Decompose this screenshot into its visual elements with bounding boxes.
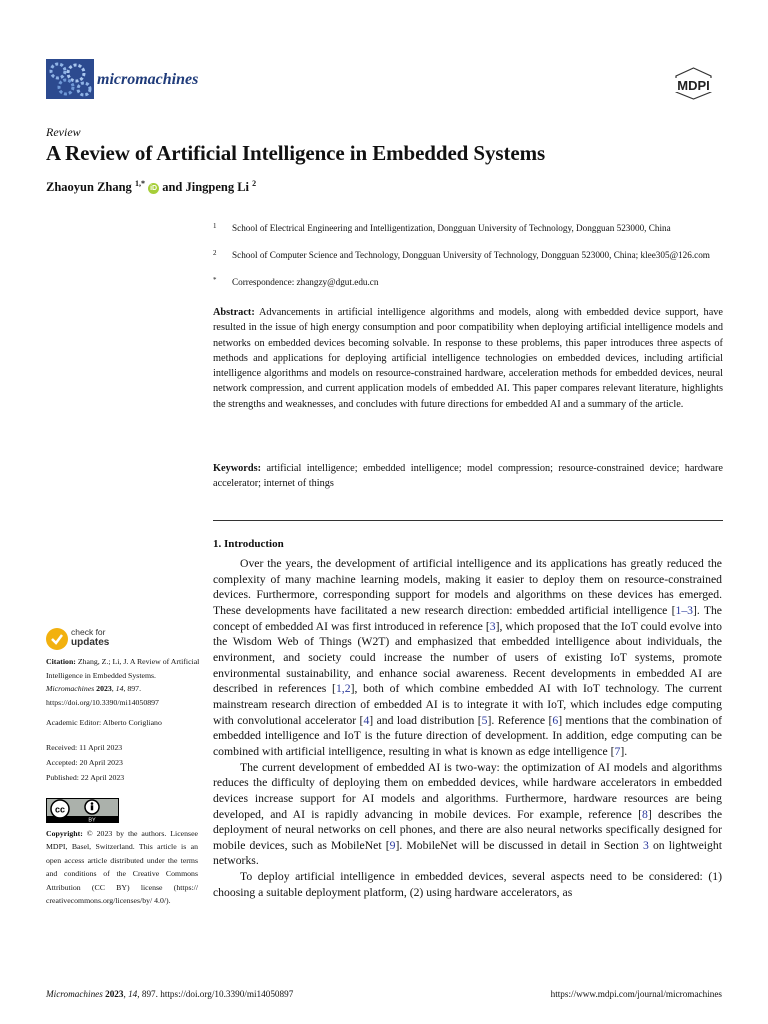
keywords xyxy=(213,461,723,492)
orcid-icon[interactable]: iD xyxy=(150,185,158,193)
section-title: 1. Introduction xyxy=(213,538,284,550)
author-affiliation-mark: 1,* xyxy=(134,179,145,188)
section-link[interactable]: 3 xyxy=(643,838,649,852)
paragraph: To deploy artificial intelligence in embedded devices, several aspects need to be considered: (1) choosing a suitable deployment platform, (2) using hardware accelerators, as xyxy=(213,870,722,899)
abstract-text: Advancements in artificial intelligence algorithms and models, along with embedded device support, have resulted in the issue of high energy consumption and poor compatibility when deploying artificial intelligence models and networks on embedded devices becoming solvable. In response to these problems, this paper introduces three aspects of methods and applications for deploying artificial intelligence technologies on embedded devices, including artificial intelligence algorithms and models on resource-constrained hardware, acceleration methods for embedded devices, neural network compression, and current application models of embedded AI. This paper compares relevant literature, highlights the strengths and weaknesses, and concludes with future directions for embedded AI and a summary of the article. xyxy=(213,307,723,410)
cc-by-license-icon[interactable] xyxy=(46,798,119,823)
received-date: Received: 11 April 2023 xyxy=(46,743,123,752)
keywords-label: Keywords: xyxy=(213,463,262,474)
citation-link[interactable]: 9 xyxy=(389,838,396,852)
footer-citation: Micromachines 2023, 14, 897. https://doi.org/10.3390/mi14050897 xyxy=(46,989,294,999)
accepted-date: Accepted: 20 April 2023 xyxy=(46,758,123,767)
citation-link[interactable]: 1,2 xyxy=(335,682,351,696)
author-name[interactable]: Zhaoyun Zhang xyxy=(46,180,132,195)
citation-link[interactable]: 8 xyxy=(642,807,648,821)
author-name[interactable]: and Jingpeng Li xyxy=(162,180,250,195)
check-updates-icon[interactable] xyxy=(46,628,68,650)
svg-text:cc: cc xyxy=(54,804,66,815)
mdpi-logo-text: MDPI xyxy=(677,78,710,93)
cc-by-label: BY xyxy=(88,817,96,823)
citation-link[interactable]: 7 xyxy=(614,744,621,758)
citation-block: Citation: Zhang, Z.; Li, J. A Review of Artificial Intelligence in Embedded Systems. Micromachines 2023, 14, 897. https://doi.org/10.3390/mi14050897 xyxy=(46,657,200,707)
copyright-notice: Copyright: © 2023 by the authors. Licensee MDPI, Basel, Switzerland. This article is an open access article distributed under the terms and conditions of the Creative Commons Attribution (CC BY) license (https:// creativecommons.org/licenses/by/ 4.0/). xyxy=(46,829,198,906)
body-text xyxy=(213,556,722,900)
article-type: Review xyxy=(46,125,81,139)
paragraph: Over the years, the development of artificial intelligence and its applications has greatly reduced the complexity of many machine learning models, making it easier to deploy them on resource-constrained devices. Furthermore, corresponding support for models and algorithms on these devices has emerged. These developments have facilitated a new research direction: embedded artificial intelligence [1–3]. The concept of embedded AI was first introduced in reference [3], which proposed that the IoT could evolve into the Wisdom Web of Things (W2T) and emphasized that embedded intelligence about individuals, the environment, and society could increase the number of users of existing IoT systems, promote environmental sustainability, and enhance social awareness. Recent developments in embedded AI are described in references [1,2], both of which combine embedded AI with IoT technology. The current mainstream research direction of embedded AI is to integrate it with IoT, which includes edge computing with convolutional accelerator [4] and load distribution [5]. Reference [6] mentions that the combination of embedded intelligence and IoT is the future direction of development. In addition, edge computing can be combined with artificial intelligence, resulting in what is known as edge intelligence [7]. xyxy=(213,557,722,758)
journal-url-link[interactable]: https://www.mdpi.com/journal/micromachines xyxy=(550,989,722,999)
doi-link[interactable]: , 897. https://doi.org/10.3390/mi14050897 xyxy=(137,989,294,999)
citation-link[interactable]: 5 xyxy=(481,713,488,727)
published-date: Published: 22 April 2023 xyxy=(46,773,125,782)
citation-link[interactable]: 1–3 xyxy=(675,603,693,617)
citation-link[interactable]: 3 xyxy=(489,619,496,633)
abstract xyxy=(213,305,723,412)
academic-editor: Academic Editor: Alberto Corigliano xyxy=(46,718,162,727)
journal-logo xyxy=(46,59,94,99)
author-list xyxy=(46,179,256,195)
citation-link[interactable]: 4 xyxy=(363,713,370,727)
citation-link[interactable]: 6 xyxy=(552,713,559,727)
keywords-text: artificial intelligence; embedded intelligence; model compression; resource-constrained device; hardware accelerator; internet of things xyxy=(213,463,723,490)
paragraph: The current development of embedded AI is two-way: the optimization of AI models and algorithms reduces the difficulty of deploying them on embedded devices, while hardware accelerators in embedded devices increase support for AI models and algorithms. Furthermore, hardware resources are being developed, and AI is rapidly advancing in mobile devices. For example, reference [8] describes the deployment of neural networks on cell phones, and there are also neural networks specifically designed for mobile devices, such as MobileNet [9]. MobileNet will be discussed in detail in Section 3 on lightweight networks. xyxy=(213,760,723,868)
mdpi-logo xyxy=(665,66,722,100)
abstract-label: Abstract: xyxy=(213,307,255,318)
article-title: A Review of Artificial Intelligence in Embedded Systems xyxy=(46,141,546,165)
divider xyxy=(213,520,723,521)
journal-name[interactable]: micromachines xyxy=(97,71,199,88)
author-affiliation-mark: 2 xyxy=(252,179,257,188)
check-for-updates-button[interactable]: check for updates xyxy=(71,627,110,648)
